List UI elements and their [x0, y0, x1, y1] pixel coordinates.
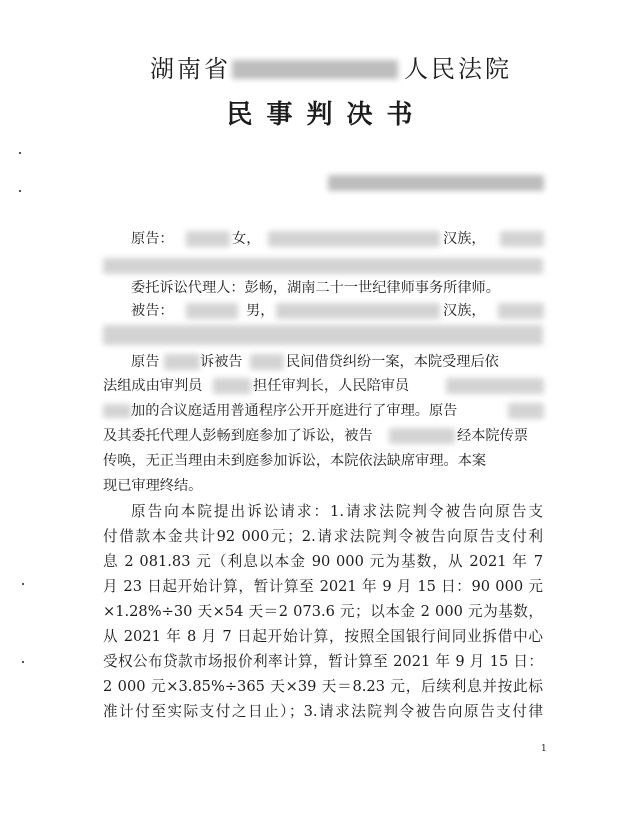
defendant-ethnicity: 汉族，: [443, 303, 486, 319]
claims-line-8: 2 000 元×3.85%÷365 天×39 天＝8.23 元，后续利息并按此标: [103, 678, 543, 695]
margin-mark: [22, 661, 24, 663]
redacted-plaintiff-ref-2: [508, 403, 544, 419]
plaintiff-gender: 女，: [232, 231, 261, 247]
redacted-defendant-address: [498, 303, 544, 319]
margin-mark: [19, 190, 21, 192]
claims-line-7: 受权公布贷款市场报价利率计算，暂计算至 2021 年 9 月 15 日：: [103, 653, 543, 670]
summary-line-4a: 及其委托代理人彭畅到庭参加了诉讼，被告: [103, 428, 373, 444]
court-name-prefix: 湖南省: [150, 55, 231, 83]
redacted-plaintiff-name: [186, 231, 230, 247]
redacted-juror-names-cont: [103, 404, 131, 418]
summary-line-5: 传唤，无正当理由未到庭参加诉讼，本院依法缺席审理。本案: [103, 453, 487, 469]
redacted-defendant-ref: [250, 354, 284, 370]
page-number: 1: [541, 744, 547, 754]
summary-line-1a: 原告: [131, 354, 160, 370]
redacted-defendant-ref-2: [389, 428, 455, 444]
agent-line: 委托诉讼代理人：彭畅，湖南二十一世纪律师事务所律师。: [131, 280, 500, 296]
summary-line-2b: 担任审判长，人民陪审员: [253, 378, 410, 394]
document-title: 民事判决书: [226, 100, 427, 130]
redacted-plaintiff-address: [500, 231, 544, 247]
redacted-defendant-birth: [276, 303, 440, 319]
summary-line-4b: 经本院传票: [457, 428, 528, 444]
redacted-plaintiff-address-cont: [103, 258, 543, 274]
margin-mark: [22, 583, 24, 585]
claims-line-3: 息 2 081.83 元（利息以本金 90 000 元为基数，从 2021 年 7: [103, 553, 543, 570]
claims-line-1: 原告向本院提出诉讼请求：1.请求法院判令被告向原告支: [131, 503, 543, 520]
court-name: [0, 52, 639, 86]
court-name-suffix: 人民法院: [404, 55, 512, 83]
summary-line-1b: 诉被告: [200, 354, 243, 370]
plaintiff-label: 原告：: [131, 231, 174, 247]
claims-line-9: 准计付至实际支付之日止）；3.请求法院判令被告向原告支付律: [103, 703, 543, 720]
redacted-case-number: [328, 175, 544, 191]
plaintiff-ethnicity: 汉族，: [443, 231, 486, 247]
redacted-defendant-name: [186, 303, 238, 319]
summary-line-3: 加的合议庭适用普通程序公开开庭进行了审理。原告: [131, 403, 458, 419]
redacted-judge-name: [213, 378, 251, 394]
defendant-gender: 男，: [246, 303, 275, 319]
redacted-plaintiff-birth: [268, 231, 440, 247]
summary-line-6: 现已审理终结。: [103, 478, 203, 494]
margin-mark: [19, 152, 21, 154]
redacted-plaintiff-ref: [164, 354, 200, 370]
redacted-court-name: [232, 60, 398, 79]
summary-line-2a: 法组成由审判员: [103, 378, 203, 394]
claims-line-2: 付借款本金共计92 000元；2.请求法院判令被告向原告支付利: [103, 528, 543, 545]
redacted-juror-names: [446, 378, 544, 394]
claims-line-5: ×1.28%÷30 天×54 天＝2 073.6 元；以本金 2 000 元为基数，: [103, 603, 543, 620]
summary-line-1c: 民间借贷纠纷一案，本院受理后依: [286, 354, 499, 370]
claims-line-6: 从 2021 年 8 月 7 日起开始计算，按照全国银行间同业拆借中心: [103, 628, 543, 645]
claims-line-4: 月 23 日起开始计算，暂计算至 2021 年 9 月 15 日：90 000 元: [103, 578, 543, 595]
defendant-label: 被告：: [131, 303, 174, 319]
redacted-defendant-address-cont: [103, 325, 543, 345]
